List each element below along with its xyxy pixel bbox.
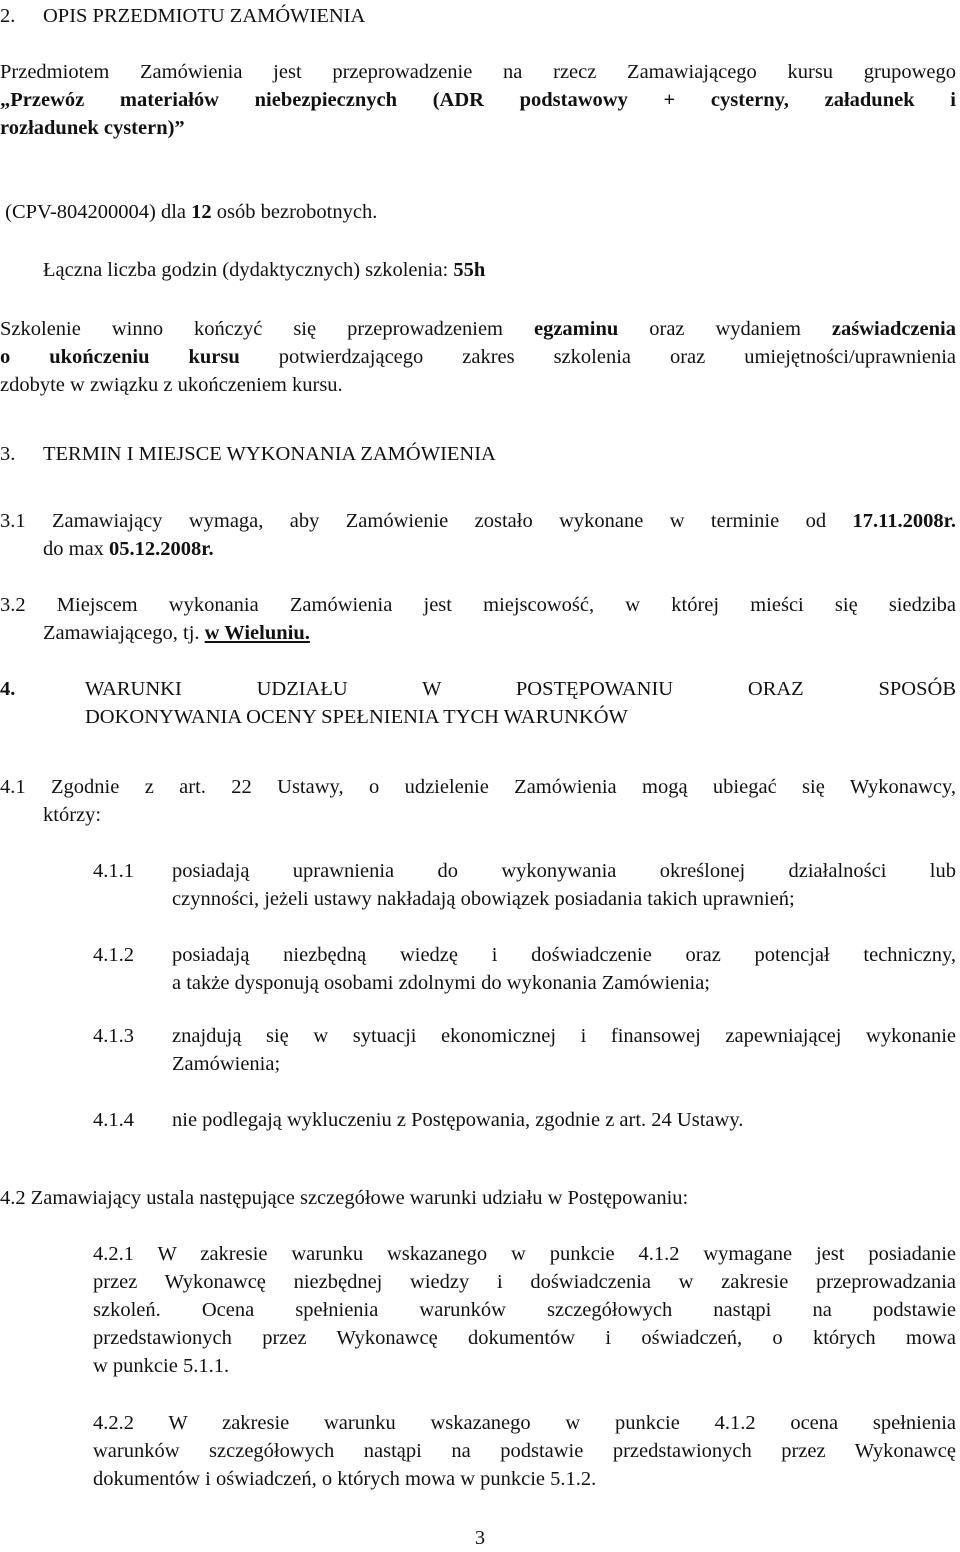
p422-line: 4.2.2 W zakresie warunku wskazanego w punkcie 4.1.2 ocena spełnienia (93, 1412, 956, 1434)
list-item-line: posiadają niezbędną wiedzę i doświadczenie oraz potencjał techniczny, (172, 944, 956, 966)
hours-label: Łączna liczba godzin (dydaktycznych) szkolenia: (43, 259, 454, 281)
list-item-text (172, 1022, 956, 1078)
section-title-line: DOKONYWANIA OCENY SPEŁNIENIA TYCH WARUNKÓW (85, 706, 628, 728)
hours-value: 55h (453, 259, 486, 281)
paragraph-3-1 (0, 507, 956, 563)
section-number: 2. (0, 5, 16, 27)
section-number: 4. (0, 678, 16, 700)
text-span: oraz wydaniem (618, 318, 832, 340)
exam-paragraph (0, 315, 956, 399)
section-4-heading (0, 675, 956, 731)
section-title: OPIS PRZEDMIOTU ZAMÓWIENIA (43, 5, 366, 27)
p421-line: przedstawionych przez Wykonawcę dokumentów i oświadczeń, o których mowa (93, 1327, 956, 1349)
paragraph-4-1 (0, 773, 956, 829)
text-span: do max (43, 538, 110, 560)
list-item (0, 1106, 960, 1134)
emphasis-exam: egzaminu (533, 318, 619, 340)
paragraph-3-2 (0, 591, 956, 647)
location: w Wieluniu. (204, 622, 310, 644)
p32-line: 3.2 Miejscem wykonania Zamówienia jest miejscowość, w której mieści się siedziba (0, 594, 956, 616)
list-item-line: a także dysponują osobami zdolnymi do wykonania Zamówienia; (172, 972, 710, 994)
list-item-text (172, 941, 956, 997)
cpv-suffix: osób bezrobotnych. (211, 201, 378, 223)
list-item (0, 1022, 960, 1078)
list-item-line: znajdują się w sytuacji ekonomicznej i finansowej zapewniającej wykonanie (172, 1025, 956, 1047)
exam-line (0, 315, 956, 343)
start-date: 17.11.2008r. (852, 510, 956, 532)
course-title-line: „Przewóz materiałów niebezpiecznych (ADR podstawowy + cysterny, załadunek i (0, 89, 956, 111)
p421-line: przez Wykonawcę niezbędnej wiedzy i doświadczenia w zakresie przeprowadzania (93, 1271, 956, 1293)
section-title (85, 675, 956, 731)
text-span: Zamawiającego, tj. (43, 622, 205, 644)
exam-line: zdobyte w związku z ukończeniem kursu. (0, 374, 343, 396)
p32-line (0, 619, 956, 647)
end-date: 05.12.2008r. (109, 538, 214, 560)
list-item-line: posiadają uprawnienia do wykonywania określonej działalności lub (172, 860, 956, 882)
p421-line: 4.2.1 W zakresie warunku wskazanego w punkcie 4.1.2 wymagane jest posiadanie (93, 1243, 956, 1265)
list-item-number: 4.1.4 (93, 1109, 134, 1131)
p422-line: warunków szczegółowych nastąpi na podstawie przedstawionych przez Wykonawcę (93, 1440, 956, 1462)
list-item (0, 941, 960, 997)
list-item-line: Zamówienia; (172, 1053, 281, 1075)
hours-line (43, 256, 485, 284)
intro-paragraph (0, 58, 956, 142)
text-span: potwierdzającego zakres szkolenia oraz umiejętności/uprawnienia (239, 346, 956, 368)
page-number: 3 (474, 1527, 486, 1549)
p41-line: którzy: (43, 804, 102, 826)
emphasis-certificate: zaświadczenia (831, 318, 956, 340)
section-title-line: WARUNKI UDZIAŁU W POSTĘPOWANIU ORAZ SPOSÓB (85, 678, 956, 700)
section-title: TERMIN I MIEJSCE WYKONANIA ZAMÓWIENIA (43, 443, 496, 465)
list-item-number: 4.1.3 (93, 1025, 134, 1047)
cpv-code: (CPV-804200004) dla (0, 201, 192, 223)
list-item-number: 4.1.2 (93, 944, 134, 966)
participant-count: 12 (191, 201, 212, 223)
list-item-text (172, 1106, 956, 1134)
paragraph-4-2: 4.2 Zamawiający ustala następujące szczegółowe warunki udziału w Postępowaniu: (0, 1187, 689, 1209)
p31-line (0, 507, 956, 535)
section-number: 3. (0, 443, 16, 465)
list-item-text (172, 857, 956, 913)
paragraph-4-2-2 (93, 1409, 956, 1493)
intro-line: Przedmiotem Zamówienia jest przeprowadzenie na rzecz Zamawiającego kursu grupowego (0, 61, 956, 83)
list-item (0, 857, 960, 913)
p41-line: 4.1 Zgodnie z art. 22 Ustawy, o udzielenie Zamówienia mogą ubiegać się Wykonawcy, (0, 776, 956, 798)
text-span: Szkolenie winno kończyć się przeprowadzeniem (0, 318, 534, 340)
emphasis-course-completion: o ukończeniu kursu (0, 346, 240, 368)
paragraph-4-2-1 (93, 1240, 956, 1380)
p421-line: szkoleń. Ocena spełnienia warunków szczegółowych nastąpi na podstawie (93, 1299, 956, 1321)
p421-line: w punkcie 5.1.1. (93, 1355, 230, 1377)
course-title-line: rozładunek cystern)” (0, 117, 185, 139)
p31-line (0, 535, 956, 563)
list-item-line: czynności, jeżeli ustawy nakładają obowiązek posiadania takich uprawnień; (172, 888, 795, 910)
exam-line (0, 343, 956, 371)
cpv-line (0, 198, 377, 226)
list-item-line: nie podlegają wykluczeniu z Postępowania, zgodnie z art. 24 Ustawy. (172, 1109, 744, 1131)
list-item-number: 4.1.1 (93, 860, 134, 882)
text-span: 3.1 Zamawiający wymaga, aby Zamówienie zostało wykonane w terminie od (0, 510, 853, 532)
p422-line: dokumentów i oświadczeń, o których mowa w punkcie 5.1.2. (93, 1468, 597, 1490)
